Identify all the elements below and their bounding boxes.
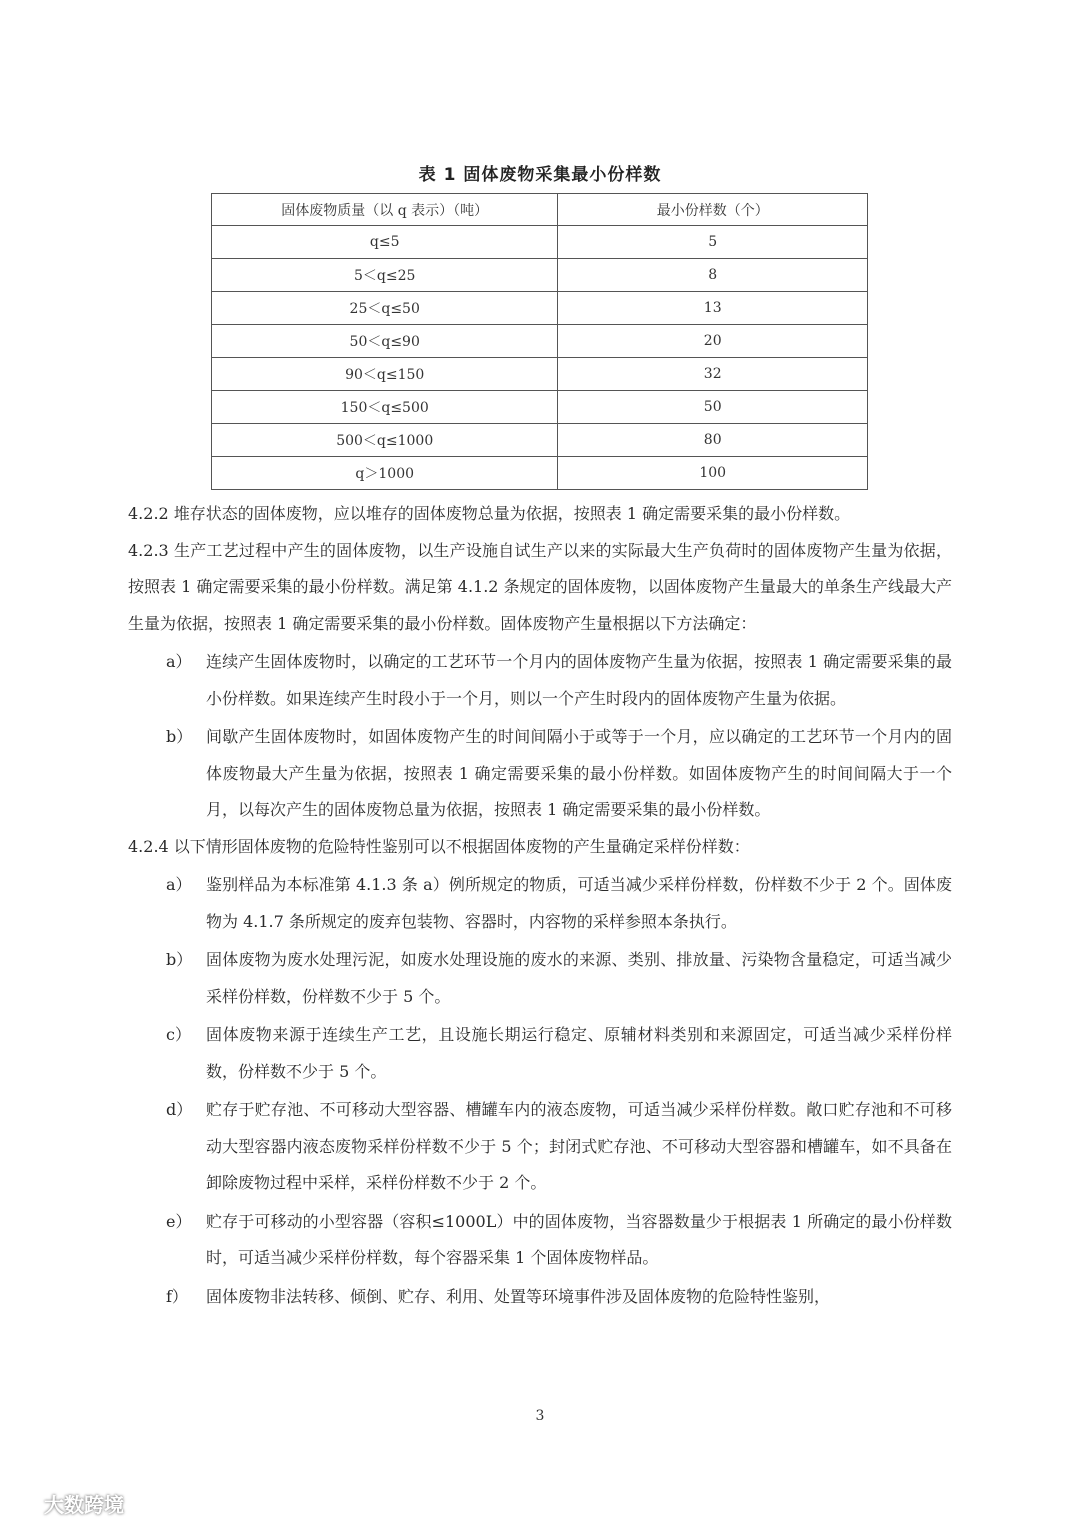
list-item-text: 间歇产生固体废物时，如固体废物产生的时间间隔小于或等于一个月，应以确定的工艺环节一个月内的固体废物最大产生量为依据，按照表 1 确定需要采集的最小份样数。如固体废物产生的时间间隔大于一个月，以每次产生的固体废物总量为依据，按照表 1 确定需要采集的最小份样数。 — [206, 727, 952, 819]
table-cell-count: 20 — [558, 325, 868, 358]
list-item-text: 固体废物为废水处理污泥，如废水处理设施的废水的来源、类别、排放量、污染物含量稳定，可适当减少采样份样数，份样数不少于 5 个。 — [206, 950, 952, 1006]
table-cell-mass: q＞1000 — [212, 457, 558, 490]
list-item — [128, 942, 952, 1015]
table-cell-mass: 90＜q≤150 — [212, 358, 558, 391]
section-4-2-2: 4.2.2 堆存状态的固体废物，应以堆存的固体废物总量为依据，按照表 1 确定需要采集的最小份样数。 — [128, 504, 851, 523]
list-item — [128, 1092, 952, 1202]
list-item-text: 连续产生固体废物时，以确定的工艺环节一个月内的固体废物产生量为依据，按照表 1 确定需要采集的最小份样数。如果连续产生时段小于一个月，则以一个产生时段内的固体废物产生量为依据。 — [206, 652, 952, 708]
table-row — [212, 358, 868, 391]
list-item-text: 鉴别样品为本标准第 4.1.3 条 a）例所规定的物质，可适当减少采样份样数，份样数不少于 2 个。固体废物为 4.1.7 条所规定的废弃包装物、容器时，内容物的采样参照本条执行。 — [206, 875, 952, 931]
chat-bubble-logo-icon — [6, 1490, 40, 1516]
section-4-2-3: 4.2.3 生产工艺过程中产生的固体废物，以生产设施自试生产以来的实际最大生产负荷时的固体废物产生量为依据，按照表 1 确定需要采集的最小份样数。满足第 4.1.2 条规定的固体废物，以固体废物产生量最大的单条生产线最大产生量为依据，按照表 1 确定需要采集的最小份样数。固体废物产生量根据以下方法确定： — [128, 540, 952, 633]
table-cell-count: 5 — [558, 226, 868, 259]
list-marker: b） — [166, 727, 193, 746]
section-4-2-4: 4.2.4 以下情形固体废物的危险特性鉴别可以不根据固体废物的产生量确定采样份样数： — [128, 836, 750, 856]
list-item — [128, 1017, 952, 1090]
list-item-text: 贮存于贮存池、不可移动大型容器、槽罐车内的液态废物，可适当减少采样份样数。敞口贮存池和不可移动大型容器内液态废物采样份样数不少于 5 个；封闭式贮存池、不可移动大型容器和槽罐车，如不具备在卸除废物过程中采样，采样份样数不少于 2 个。 — [206, 1100, 952, 1192]
table-row — [212, 424, 868, 457]
table-cell-count: 32 — [558, 358, 868, 391]
table-cell-mass: 500＜q≤1000 — [212, 424, 558, 457]
table-cell-count: 13 — [558, 292, 868, 325]
page-number: 3 — [535, 1408, 545, 1424]
list-marker: a） — [166, 652, 192, 671]
list-item — [128, 1279, 952, 1316]
table-header-count: 最小份样数（个） — [558, 194, 868, 226]
table-cell-count: 50 — [558, 391, 868, 424]
table-row — [212, 292, 868, 325]
table-cell-count: 80 — [558, 424, 868, 457]
list-marker: e） — [166, 1211, 192, 1231]
table-caption: 表 1 固体废物采集最小份样数 — [418, 165, 662, 185]
table-cell-count: 8 — [558, 259, 868, 292]
list-marker: a） — [166, 875, 192, 894]
list-marker: f） — [166, 1286, 188, 1306]
table-header-mass: 固体废物质量（以 q 表示）（吨） — [212, 194, 558, 226]
table-row — [212, 457, 868, 490]
table-cell-mass: 25＜q≤50 — [212, 292, 558, 325]
table-cell-mass: q≤5 — [212, 226, 558, 259]
table-cell-mass: 50＜q≤90 — [212, 325, 558, 358]
table-header-row — [212, 194, 868, 226]
table-row — [212, 259, 868, 292]
list-item-text: 固体废物来源于连续生产工艺，且设施长期运行稳定、原辅材料类别和来源固定，可适当减少采样份样数，份样数不少于 5 个。 — [206, 1025, 952, 1081]
list-item — [128, 719, 952, 829]
watermark — [6, 1488, 124, 1518]
list-item — [128, 644, 952, 717]
table-row — [212, 226, 868, 259]
table-row — [212, 325, 868, 358]
list-item — [128, 867, 952, 940]
table-cell-mass: 5＜q≤25 — [212, 259, 558, 292]
table-row — [212, 391, 868, 424]
sample-count-table — [211, 193, 868, 490]
list-marker: d） — [166, 1100, 193, 1119]
list-marker: c） — [166, 1025, 191, 1044]
list-item — [128, 1204, 952, 1277]
watermark-text: 大数跨境 — [44, 1492, 124, 1517]
table-cell-count: 100 — [558, 457, 868, 490]
list-marker: b） — [166, 950, 193, 969]
list-item-text: 固体废物非法转移、倾倒、贮存、利用、处置等环境事件涉及固体废物的危险特性鉴别， — [206, 1286, 831, 1306]
table-cell-mass: 150＜q≤500 — [212, 391, 558, 424]
list-item-text: 贮存于可移动的小型容器（容积≤1000L）中的固体废物，当容器数量少于根据表 1 所确定的最小份样数时，可适当减少采样份样数，每个容器采集 1 个固体废物样品。 — [206, 1211, 952, 1267]
body-text — [128, 496, 952, 1315]
